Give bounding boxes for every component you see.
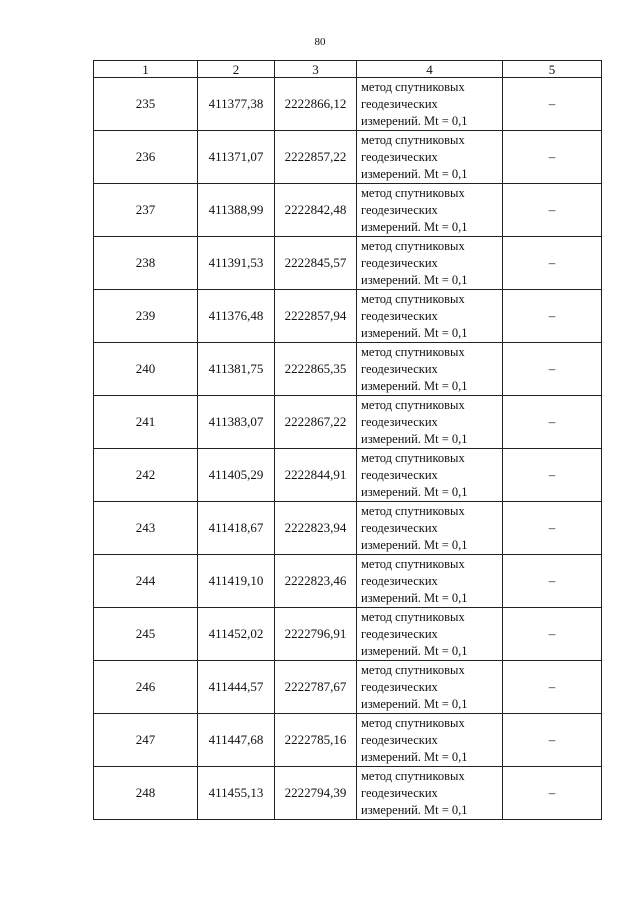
point-number-cell: 246 [94, 661, 198, 714]
point-number-cell: 236 [94, 131, 198, 184]
y-coordinate-cell: 2222857,94 [275, 290, 357, 343]
x-coordinate-cell: 411371,07 [198, 131, 275, 184]
table-header [94, 61, 602, 78]
note-cell: – [503, 767, 602, 820]
table-row [94, 290, 602, 343]
coordinates-table [93, 60, 602, 820]
y-coordinate-cell: 2222785,16 [275, 714, 357, 767]
method-cell: метод спутниковых геодезических измерений. Mt = 0,1 [357, 555, 503, 608]
method-cell: метод спутниковых геодезических измерений. Mt = 0,1 [357, 661, 503, 714]
x-coordinate-cell: 411377,38 [198, 78, 275, 131]
note-cell: – [503, 661, 602, 714]
method-cell: метод спутниковых геодезических измерений. Mt = 0,1 [357, 290, 503, 343]
note-cell: – [503, 396, 602, 449]
x-coordinate-cell: 411405,29 [198, 449, 275, 502]
y-coordinate-cell: 2222794,39 [275, 767, 357, 820]
method-cell: метод спутниковых геодезических измерений. Mt = 0,1 [357, 78, 503, 131]
y-coordinate-cell: 2222823,46 [275, 555, 357, 608]
x-coordinate-cell: 411418,67 [198, 502, 275, 555]
y-coordinate-cell: 2222845,57 [275, 237, 357, 290]
table-row [94, 661, 602, 714]
x-coordinate-cell: 411388,99 [198, 184, 275, 237]
point-number-cell: 237 [94, 184, 198, 237]
header-col-2: 2 [198, 61, 275, 78]
y-coordinate-cell: 2222865,35 [275, 343, 357, 396]
table-row [94, 714, 602, 767]
method-cell: метод спутниковых геодезических измерений. Mt = 0,1 [357, 449, 503, 502]
method-cell: метод спутниковых геодезических измерений. Mt = 0,1 [357, 237, 503, 290]
y-coordinate-cell: 2222796,91 [275, 608, 357, 661]
method-cell: метод спутниковых геодезических измерений. Mt = 0,1 [357, 343, 503, 396]
x-coordinate-cell: 411383,07 [198, 396, 275, 449]
y-coordinate-cell: 2222844,91 [275, 449, 357, 502]
table-row [94, 502, 602, 555]
point-number-cell: 240 [94, 343, 198, 396]
method-cell: метод спутниковых геодезических измерений. Mt = 0,1 [357, 608, 503, 661]
method-cell: метод спутниковых геодезических измерений. Mt = 0,1 [357, 396, 503, 449]
header-col-3: 3 [275, 61, 357, 78]
point-number-cell: 239 [94, 290, 198, 343]
method-cell: метод спутниковых геодезических измерений. Mt = 0,1 [357, 502, 503, 555]
method-cell: метод спутниковых геодезических измерений. Mt = 0,1 [357, 767, 503, 820]
y-coordinate-cell: 2222857,22 [275, 131, 357, 184]
point-number-cell: 238 [94, 237, 198, 290]
note-cell: – [503, 555, 602, 608]
point-number-cell: 245 [94, 608, 198, 661]
y-coordinate-cell: 2222823,94 [275, 502, 357, 555]
x-coordinate-cell: 411444,57 [198, 661, 275, 714]
header-col-5: 5 [503, 61, 602, 78]
method-cell: метод спутниковых геодезических измерений. Mt = 0,1 [357, 131, 503, 184]
table-row [94, 343, 602, 396]
x-coordinate-cell: 411455,13 [198, 767, 275, 820]
table-row [94, 449, 602, 502]
y-coordinate-cell: 2222867,22 [275, 396, 357, 449]
method-cell: метод спутниковых геодезических измерений. Mt = 0,1 [357, 184, 503, 237]
note-cell: – [503, 608, 602, 661]
note-cell: – [503, 184, 602, 237]
note-cell: – [503, 502, 602, 555]
point-number-cell: 241 [94, 396, 198, 449]
note-cell: – [503, 714, 602, 767]
note-cell: – [503, 131, 602, 184]
table-row [94, 396, 602, 449]
x-coordinate-cell: 411452,02 [198, 608, 275, 661]
point-number-cell: 243 [94, 502, 198, 555]
point-number-cell: 247 [94, 714, 198, 767]
note-cell: – [503, 449, 602, 502]
note-cell: – [503, 78, 602, 131]
method-cell: метод спутниковых геодезических измерений. Mt = 0,1 [357, 714, 503, 767]
header-col-4: 4 [357, 61, 503, 78]
x-coordinate-cell: 411447,68 [198, 714, 275, 767]
point-number-cell: 244 [94, 555, 198, 608]
note-cell: – [503, 237, 602, 290]
header-row [94, 61, 602, 78]
header-col-1: 1 [94, 61, 198, 78]
x-coordinate-cell: 411376,48 [198, 290, 275, 343]
table-row [94, 767, 602, 820]
point-number-cell: 242 [94, 449, 198, 502]
table-row [94, 131, 602, 184]
page-number: 80 [314, 36, 326, 48]
x-coordinate-cell: 411391,53 [198, 237, 275, 290]
point-number-cell: 248 [94, 767, 198, 820]
y-coordinate-cell: 2222866,12 [275, 78, 357, 131]
table-row [94, 555, 602, 608]
table-body [94, 78, 602, 820]
table-row [94, 78, 602, 131]
note-cell: – [503, 343, 602, 396]
y-coordinate-cell: 2222787,67 [275, 661, 357, 714]
x-coordinate-cell: 411381,75 [198, 343, 275, 396]
y-coordinate-cell: 2222842,48 [275, 184, 357, 237]
table-row [94, 184, 602, 237]
x-coordinate-cell: 411419,10 [198, 555, 275, 608]
note-cell: – [503, 290, 602, 343]
point-number-cell: 235 [94, 78, 198, 131]
table-row [94, 608, 602, 661]
table-row [94, 237, 602, 290]
